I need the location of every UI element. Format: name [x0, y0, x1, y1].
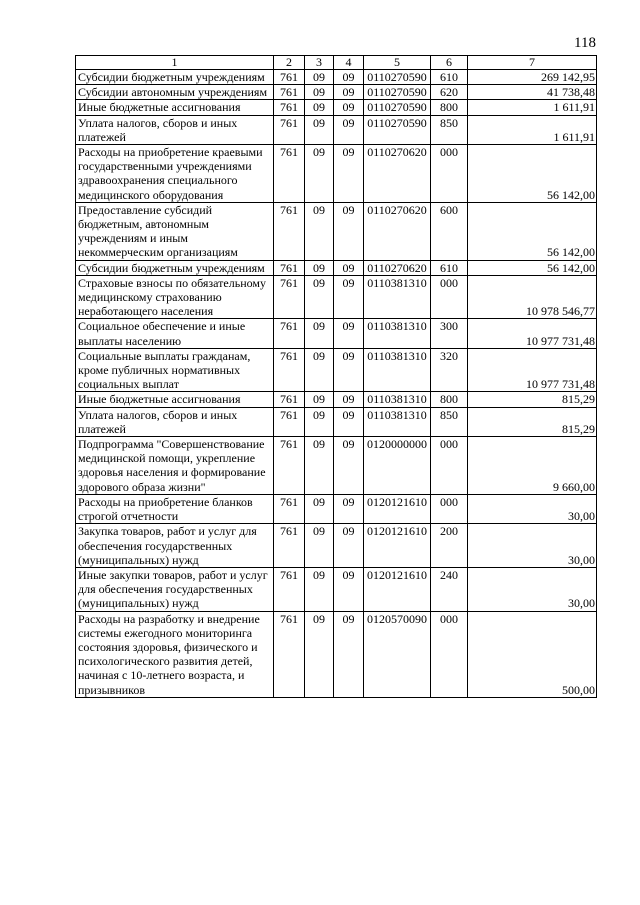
row-code-3: 09	[305, 70, 334, 85]
row-code-5: 0110270620	[364, 260, 431, 275]
row-code-3: 09	[305, 611, 334, 697]
column-header: 5	[364, 56, 431, 70]
row-code-5: 0120000000	[364, 437, 431, 495]
row-amount: 269 142,95	[468, 70, 597, 85]
row-amount: 10 978 546,77	[468, 275, 597, 319]
row-code-3: 09	[305, 392, 334, 407]
row-code-5: 0110270620	[364, 202, 431, 260]
row-code-4: 09	[334, 437, 364, 495]
row-code-6: 620	[431, 85, 468, 100]
row-code-5: 0120121610	[364, 494, 431, 523]
row-name: Закупка товаров, работ и услуг для обеспечения государственных (муниципальных) нужд	[76, 524, 274, 568]
row-code-2: 761	[274, 348, 305, 392]
table-row	[76, 348, 597, 392]
row-amount: 41 738,48	[468, 85, 597, 100]
row-code-3: 09	[305, 85, 334, 100]
table-row	[76, 567, 597, 611]
row-code-6: 000	[431, 437, 468, 495]
table-row	[76, 611, 597, 697]
row-name: Иные бюджетные ассигнования	[76, 392, 274, 407]
row-code-3: 09	[305, 319, 334, 348]
row-code-3: 09	[305, 100, 334, 115]
row-code-6: 240	[431, 567, 468, 611]
row-code-3: 09	[305, 260, 334, 275]
row-code-5: 0110270620	[364, 145, 431, 203]
row-name: Субсидии бюджетным учреждениям	[76, 70, 274, 85]
row-code-5: 0120570090	[364, 611, 431, 697]
row-code-4: 09	[334, 100, 364, 115]
row-code-6: 320	[431, 348, 468, 392]
table-row	[76, 524, 597, 568]
row-code-2: 761	[274, 494, 305, 523]
row-code-3: 09	[305, 115, 334, 144]
row-name: Иные бюджетные ассигнования	[76, 100, 274, 115]
row-code-4: 09	[334, 567, 364, 611]
row-name: Субсидии автономным учреждениям	[76, 85, 274, 100]
row-code-4: 09	[334, 70, 364, 85]
row-code-4: 09	[334, 115, 364, 144]
row-code-4: 09	[334, 524, 364, 568]
row-amount: 10 977 731,48	[468, 348, 597, 392]
row-code-6: 800	[431, 392, 468, 407]
table-row	[76, 115, 597, 144]
table-row	[76, 85, 597, 100]
row-code-5: 0110381310	[364, 348, 431, 392]
column-header: 3	[305, 56, 334, 70]
table-row	[76, 145, 597, 203]
budget-table	[75, 55, 597, 698]
row-code-2: 761	[274, 437, 305, 495]
row-amount: 30,00	[468, 567, 597, 611]
row-name: Уплата налогов, сборов и иных платежей	[76, 115, 274, 144]
row-name: Предоставление субсидий бюджетным, автономным учреждениям и иным некоммерческим организациям	[76, 202, 274, 260]
row-code-4: 09	[334, 145, 364, 203]
table-row	[76, 260, 597, 275]
row-code-5: 0110381310	[364, 407, 431, 436]
row-code-4: 09	[334, 392, 364, 407]
row-code-4: 09	[334, 85, 364, 100]
row-amount: 56 142,00	[468, 145, 597, 203]
row-code-2: 761	[274, 260, 305, 275]
row-code-2: 761	[274, 70, 305, 85]
table-row	[76, 407, 597, 436]
column-header: 2	[274, 56, 305, 70]
row-code-4: 09	[334, 260, 364, 275]
row-name: Подпрограмма "Совершенствование медицинской помощи, укрепление здоровья населения и формирование здорового образа жизни"	[76, 437, 274, 495]
row-code-4: 09	[334, 319, 364, 348]
column-header: 1	[76, 56, 274, 70]
row-code-2: 761	[274, 319, 305, 348]
row-code-3: 09	[305, 275, 334, 319]
table-body	[76, 70, 597, 698]
row-amount: 56 142,00	[468, 202, 597, 260]
row-code-2: 761	[274, 202, 305, 260]
row-code-3: 09	[305, 494, 334, 523]
row-code-6: 850	[431, 115, 468, 144]
row-code-5: 0120121610	[364, 567, 431, 611]
row-code-4: 09	[334, 611, 364, 697]
row-code-6: 000	[431, 611, 468, 697]
table-row	[76, 392, 597, 407]
row-code-2: 761	[274, 275, 305, 319]
row-name: Расходы на приобретение бланков строгой отчетности	[76, 494, 274, 523]
column-header: 6	[431, 56, 468, 70]
page-number: 118	[574, 35, 596, 51]
row-code-6: 800	[431, 100, 468, 115]
row-name: Иные закупки товаров, работ и услуг для обеспечения государственных (муниципальных) нужд	[76, 567, 274, 611]
row-code-5: 0110270590	[364, 85, 431, 100]
column-header: 7	[468, 56, 597, 70]
row-code-6: 600	[431, 202, 468, 260]
header-row	[76, 56, 597, 70]
row-name: Социальные выплаты гражданам, кроме публичных нормативных социальных выплат	[76, 348, 274, 392]
column-header: 4	[334, 56, 364, 70]
row-code-6: 000	[431, 494, 468, 523]
row-code-5: 0110270590	[364, 115, 431, 144]
row-code-6: 000	[431, 145, 468, 203]
row-code-2: 761	[274, 567, 305, 611]
row-code-2: 761	[274, 115, 305, 144]
row-code-5: 0110381310	[364, 319, 431, 348]
row-name: Расходы на приобретение краевыми государственными учреждениями здравоохранения специального медицинского оборудования	[76, 145, 274, 203]
row-code-4: 09	[334, 407, 364, 436]
table-row	[76, 275, 597, 319]
row-code-3: 09	[305, 437, 334, 495]
row-code-6: 610	[431, 70, 468, 85]
row-code-5: 0120121610	[364, 524, 431, 568]
row-amount: 30,00	[468, 524, 597, 568]
table-row	[76, 202, 597, 260]
row-code-3: 09	[305, 524, 334, 568]
row-code-3: 09	[305, 348, 334, 392]
row-name: Страховые взносы по обязательному медицинскому страхованию неработающего населения	[76, 275, 274, 319]
table-row	[76, 100, 597, 115]
row-name: Уплата налогов, сборов и иных платежей	[76, 407, 274, 436]
row-code-6: 000	[431, 275, 468, 319]
row-code-4: 09	[334, 348, 364, 392]
row-amount: 1 611,91	[468, 115, 597, 144]
row-code-2: 761	[274, 85, 305, 100]
row-code-4: 09	[334, 494, 364, 523]
row-code-3: 09	[305, 145, 334, 203]
row-code-3: 09	[305, 407, 334, 436]
row-code-4: 09	[334, 202, 364, 260]
row-code-5: 0110381310	[364, 392, 431, 407]
row-code-2: 761	[274, 100, 305, 115]
row-code-2: 761	[274, 145, 305, 203]
row-code-5: 0110270590	[364, 70, 431, 85]
table-row	[76, 437, 597, 495]
row-code-2: 761	[274, 524, 305, 568]
row-name: Расходы на разработку и внедрение системы ежегодного мониторинга состояния здоровья, физического и психологического развития детей, начиная с 10-летнего возраста, и призывников	[76, 611, 274, 697]
row-name: Социальное обеспечение и иные выплаты населению	[76, 319, 274, 348]
row-code-3: 09	[305, 567, 334, 611]
row-name: Субсидии бюджетным учреждениям	[76, 260, 274, 275]
row-amount: 815,29	[468, 392, 597, 407]
row-code-2: 761	[274, 392, 305, 407]
row-code-3: 09	[305, 202, 334, 260]
row-amount: 9 660,00	[468, 437, 597, 495]
table-row	[76, 494, 597, 523]
row-amount: 815,29	[468, 407, 597, 436]
row-code-2: 761	[274, 611, 305, 697]
row-amount: 30,00	[468, 494, 597, 523]
table-row	[76, 70, 597, 85]
row-code-5: 0110270590	[364, 100, 431, 115]
row-code-6: 610	[431, 260, 468, 275]
row-amount: 10 977 731,48	[468, 319, 597, 348]
row-amount: 500,00	[468, 611, 597, 697]
row-code-6: 200	[431, 524, 468, 568]
row-code-6: 850	[431, 407, 468, 436]
row-amount: 56 142,00	[468, 260, 597, 275]
table-row	[76, 319, 597, 348]
row-code-5: 0110381310	[364, 275, 431, 319]
row-code-4: 09	[334, 275, 364, 319]
row-amount: 1 611,91	[468, 100, 597, 115]
row-code-6: 300	[431, 319, 468, 348]
row-code-2: 761	[274, 407, 305, 436]
